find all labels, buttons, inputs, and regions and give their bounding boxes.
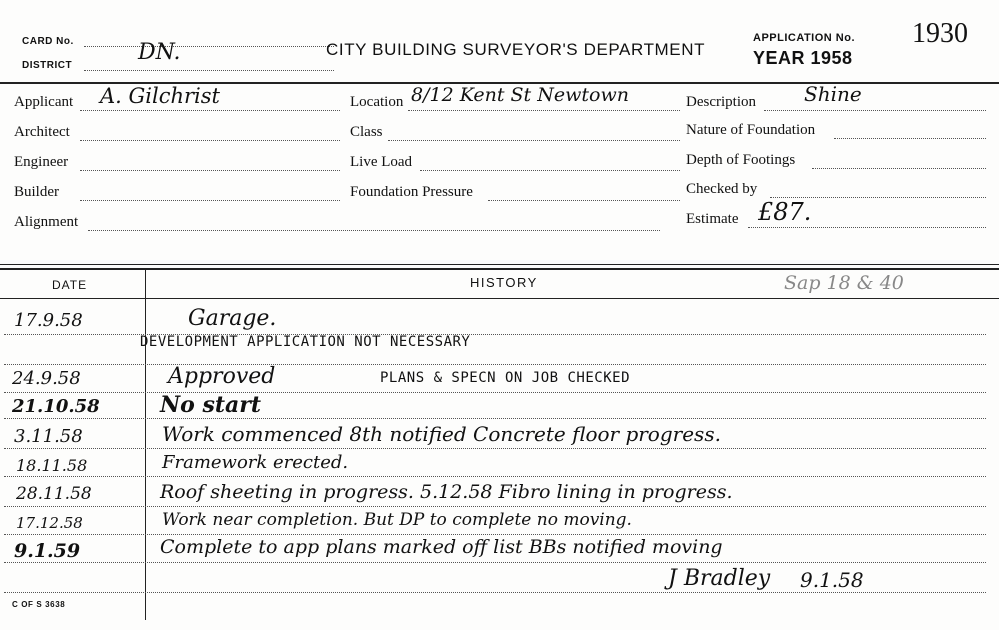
foundation-pressure-label: Foundation Pressure [350, 184, 473, 200]
signature: J Bradley [668, 566, 771, 591]
district-line [84, 70, 334, 71]
card-no-line [84, 46, 334, 47]
estimate-label: Estimate [686, 211, 739, 227]
nature-of-foundation-label: Nature of Foundation [686, 122, 816, 138]
class-label: Class [350, 124, 383, 140]
live-load-label: Live Load [350, 154, 413, 170]
year: YEAR 1958 [753, 48, 853, 68]
history-header: HISTORY [470, 275, 538, 290]
row-line [4, 448, 986, 449]
row-line [4, 418, 986, 419]
history-entry: Work commenced 8th notified Concrete floor progress. [162, 422, 721, 446]
location-line [408, 110, 680, 111]
history-date: 3.11.58 [14, 426, 83, 447]
history-entry: Approved [168, 364, 276, 389]
architect-line [80, 140, 340, 141]
description-label: Description [686, 94, 756, 110]
table-top-rule-2 [0, 268, 999, 270]
date-header: DATE [52, 278, 88, 292]
live-load-line [420, 170, 680, 171]
history-date: 24.9.58 [12, 368, 81, 389]
history-entry: Complete to app plans marked off list BBs notified moving [160, 536, 723, 558]
applicant-value: A. Gilchrist [100, 84, 220, 108]
foundation-pressure-line [488, 200, 680, 201]
class-line [388, 140, 680, 141]
estimate-value: £87. [758, 198, 812, 226]
table-top-rule-1 [0, 264, 999, 265]
depth-line [812, 168, 986, 169]
history-entry: Work near completion. But DP to complete no moving. [162, 510, 632, 530]
location-label: Location [350, 94, 404, 110]
estimate-line [748, 227, 986, 228]
history-date: 28.11.58 [16, 484, 92, 504]
depth-of-footings-label: Depth of Footings [686, 152, 796, 168]
history-entry: No start [160, 392, 261, 418]
builder-label: Builder [14, 184, 59, 200]
history-date: 18.11.58 [16, 456, 88, 475]
row-line [4, 562, 986, 563]
row-line [4, 392, 986, 393]
application-no-label: APPLICATION No. [753, 32, 856, 44]
history-entry: Garage. [188, 306, 277, 331]
history-date: 17.12.58 [16, 514, 83, 532]
history-date: 17.9.58 [14, 310, 83, 331]
history-stamp: DEVELOPMENT APPLICATION NOT NECESSARY [140, 334, 471, 350]
date-column-divider [145, 268, 146, 620]
district-label: DISTRICT [22, 60, 73, 71]
history-entry: Roof sheeting in progress. 5.12.58 Fibro lining in progress. [160, 481, 733, 503]
signature-date: 9.1.58 [800, 568, 864, 592]
row-line [4, 364, 986, 365]
row-line [4, 506, 986, 507]
form-code: C OF S 3638 [12, 600, 66, 609]
engineer-line [80, 170, 340, 171]
builder-line [80, 200, 340, 201]
location-value: 8/12 Kent St Newtown [411, 84, 629, 106]
architect-label: Architect [14, 124, 70, 140]
history-date: 9.1.59 [14, 540, 81, 562]
department-title: CITY BUILDING SURVEYOR'S DEPARTMENT [326, 40, 706, 59]
corner-note: Sap 18 & 40 [784, 272, 904, 294]
row-line [4, 534, 986, 535]
applicant-line [80, 110, 340, 111]
history-date: 21.10.58 [12, 396, 100, 417]
table-header-rule [0, 298, 999, 299]
application-no: 1930 [912, 18, 968, 49]
engineer-label: Engineer [14, 154, 69, 170]
description-value: Shine [804, 82, 862, 106]
card-no-label: CARD No. [22, 36, 74, 47]
checked-by-label: Checked by [686, 181, 758, 197]
description-line [764, 110, 986, 111]
card-no-value: DN. [138, 40, 181, 65]
nature-line [834, 138, 986, 139]
row-line [4, 476, 986, 477]
history-stamp: PLANS & SPECN ON JOB CHECKED [380, 370, 631, 386]
history-entry: Framework erected. [162, 452, 349, 473]
row-line [4, 592, 986, 593]
applicant-label: Applicant [14, 94, 74, 110]
alignment-label: Alignment [14, 214, 79, 230]
alignment-line [88, 230, 660, 231]
